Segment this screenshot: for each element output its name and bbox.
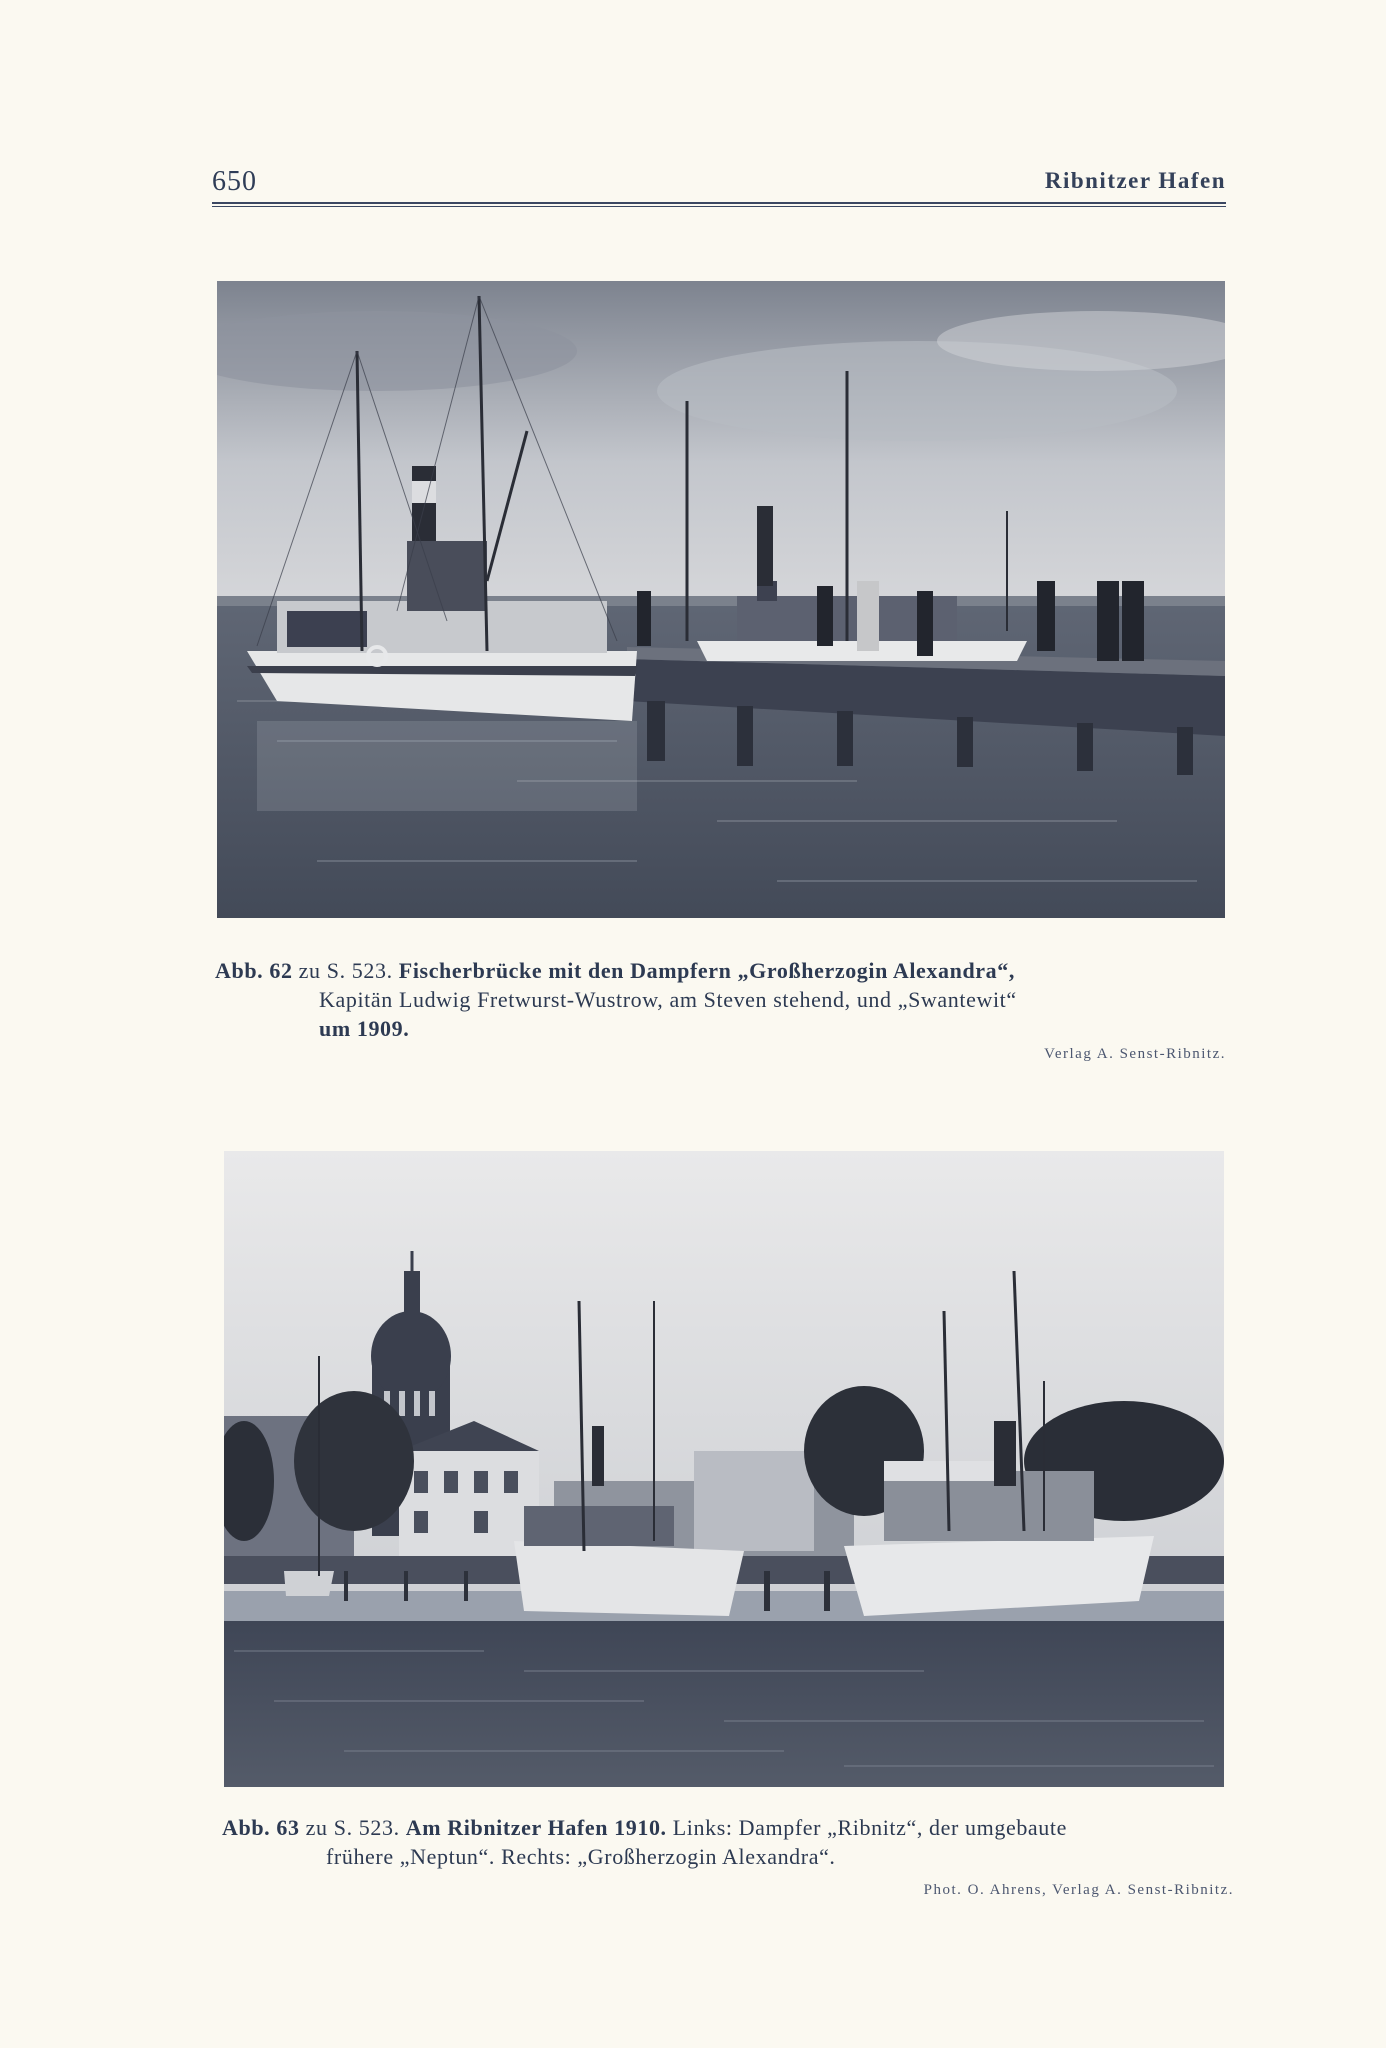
caption-text-1: Links: Dampfer „Ribnitz“, der umgebaute (672, 1815, 1067, 1840)
caption-abb-63 (222, 1813, 1235, 1871)
caption-abb-62 (215, 956, 1233, 1043)
figure-page-ref: zu S. 523. (298, 958, 393, 983)
figure-page-ref: zu S. 523. (305, 1815, 400, 1840)
figure-title: Fischerbrücke mit den Dampfern „Großherzogin Alexandra“, (398, 958, 1015, 983)
caption-line-2b: Rechts: „Großherzogin Alexandra“. (501, 1844, 836, 1869)
header-rule (212, 202, 1226, 204)
photo-credit: Verlag A. Senst-Ribnitz. (1044, 1046, 1226, 1062)
page-number: 650 (212, 166, 257, 197)
figure-label: Abb. 63 (222, 1815, 300, 1840)
photo-fischerbruecke (217, 281, 1225, 918)
page-header (212, 166, 1226, 206)
photo-credit: Phot. O. Ahrens, Verlag A. Senst-Ribnitz. (923, 1882, 1234, 1898)
caption-line-2: Kapitän Ludwig Fretwurst-Wustrow, am Steven stehend, und „Swantewit“ (319, 987, 1017, 1012)
header-rule-thin (212, 206, 1226, 207)
figure-title: Am Ribnitzer Hafen 1910. (405, 1815, 667, 1840)
photo-ribnitzer-hafen (224, 1151, 1224, 1787)
figure-label: Abb. 62 (215, 958, 293, 983)
caption-line-2a: frühere „Neptun“. (326, 1844, 496, 1869)
caption-line-3: um 1909. (319, 1016, 410, 1041)
running-title: Ribnitzer Hafen (1044, 168, 1226, 193)
